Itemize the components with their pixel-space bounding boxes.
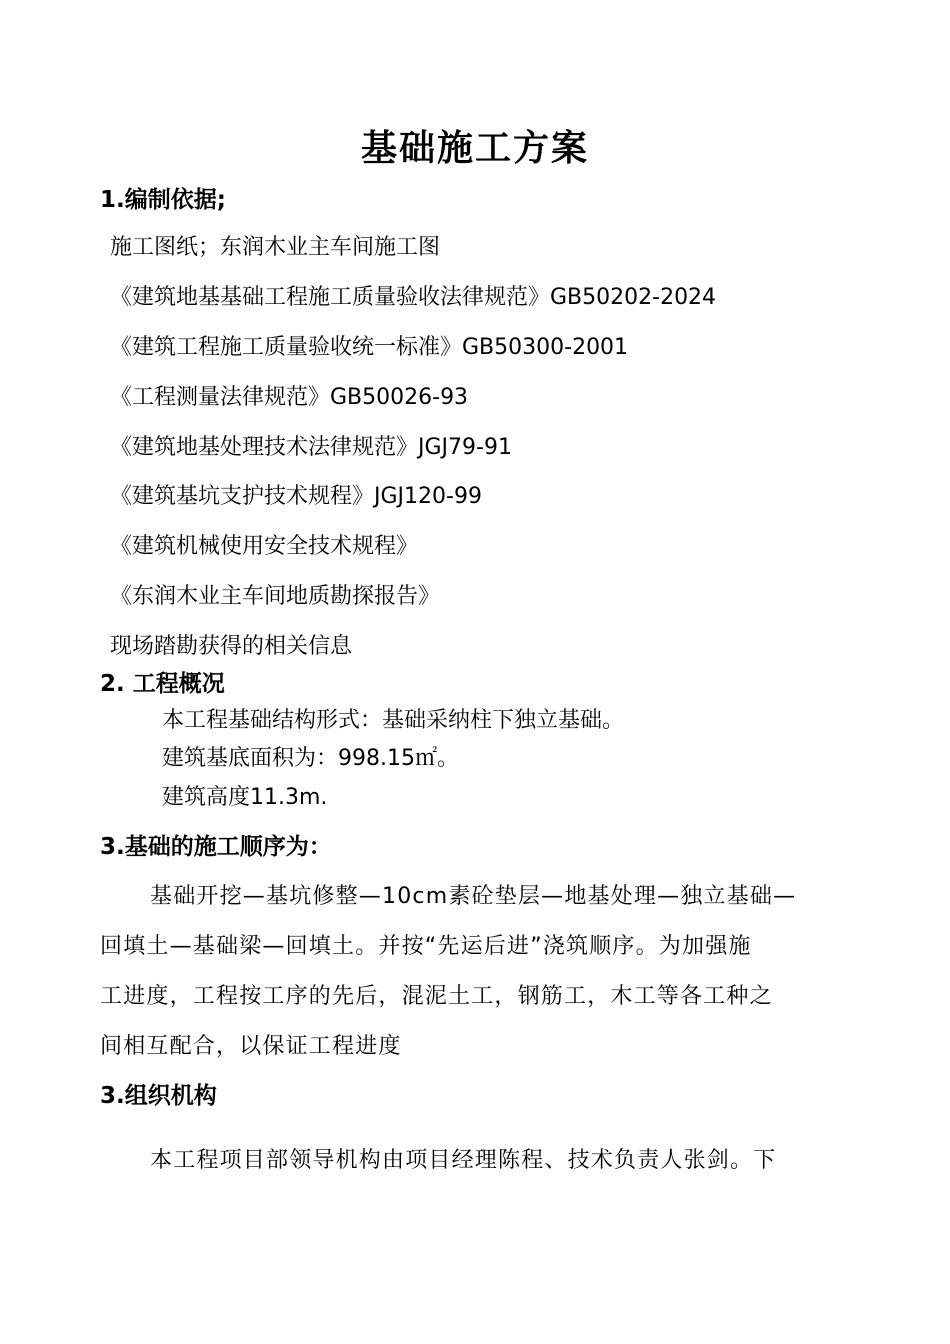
- basis-item: 现场踏勘获得的相关信息: [110, 634, 353, 659]
- overview-line: 本工程基础结构形式：基础采纳柱下独立基础。: [162, 708, 625, 733]
- basis-item: 《工程测量法律规范》GB50026-93: [110, 385, 469, 410]
- basis-item: 施工图纸；东润木业主车间施工图: [110, 235, 441, 260]
- sequence-paragraph-line: 基础开挖—基坑修整—10cm素砼垫层—地基处理—独立基础—: [150, 884, 797, 909]
- section-heading-overview: 2. 工程概况: [100, 671, 225, 697]
- sequence-paragraph-line: 间相互配合，以保证工程进度: [100, 1034, 402, 1059]
- basis-item: 《建筑机械使用安全技术规程》: [110, 534, 419, 559]
- basis-item: 《建筑地基基础工程施工质量验收法律规范》GB50202-2024: [110, 285, 717, 310]
- section-heading-sequence: 3.基础的施工顺序为：: [100, 834, 332, 860]
- document-title: 基础施工方案: [360, 127, 589, 169]
- sequence-paragraph-line: 回填土—基础梁—回填土。并按“先运后进”浇筑顺序。为加强施: [100, 934, 752, 959]
- basis-item: 《建筑工程施工质量验收统一标准》GB50300-2001: [110, 335, 629, 360]
- basis-item: 《建筑基坑支护技术规程》JGJ120-99: [110, 484, 482, 509]
- section-heading-organization: 3.组织机构: [100, 1083, 217, 1109]
- section-heading-basis: 1.编制依据;: [100, 187, 226, 213]
- overview-line: 建筑基底面积为：998.15㎡。: [162, 746, 459, 771]
- overview-line: 建筑高度11.3m.: [162, 785, 328, 810]
- basis-item: 《建筑地基处理技术法律规范》JGJ79-91: [110, 435, 512, 460]
- basis-item: 《东润木业主车间地质勘探报告》: [110, 584, 441, 609]
- organization-paragraph-line: 本工程项目部领导机构由项目经理陈程、技术负责人张剑。下: [150, 1148, 777, 1173]
- sequence-paragraph-line: 工进度，工程按工序的先后，混泥土工，钢筋工，木工等各工种之: [100, 984, 773, 1009]
